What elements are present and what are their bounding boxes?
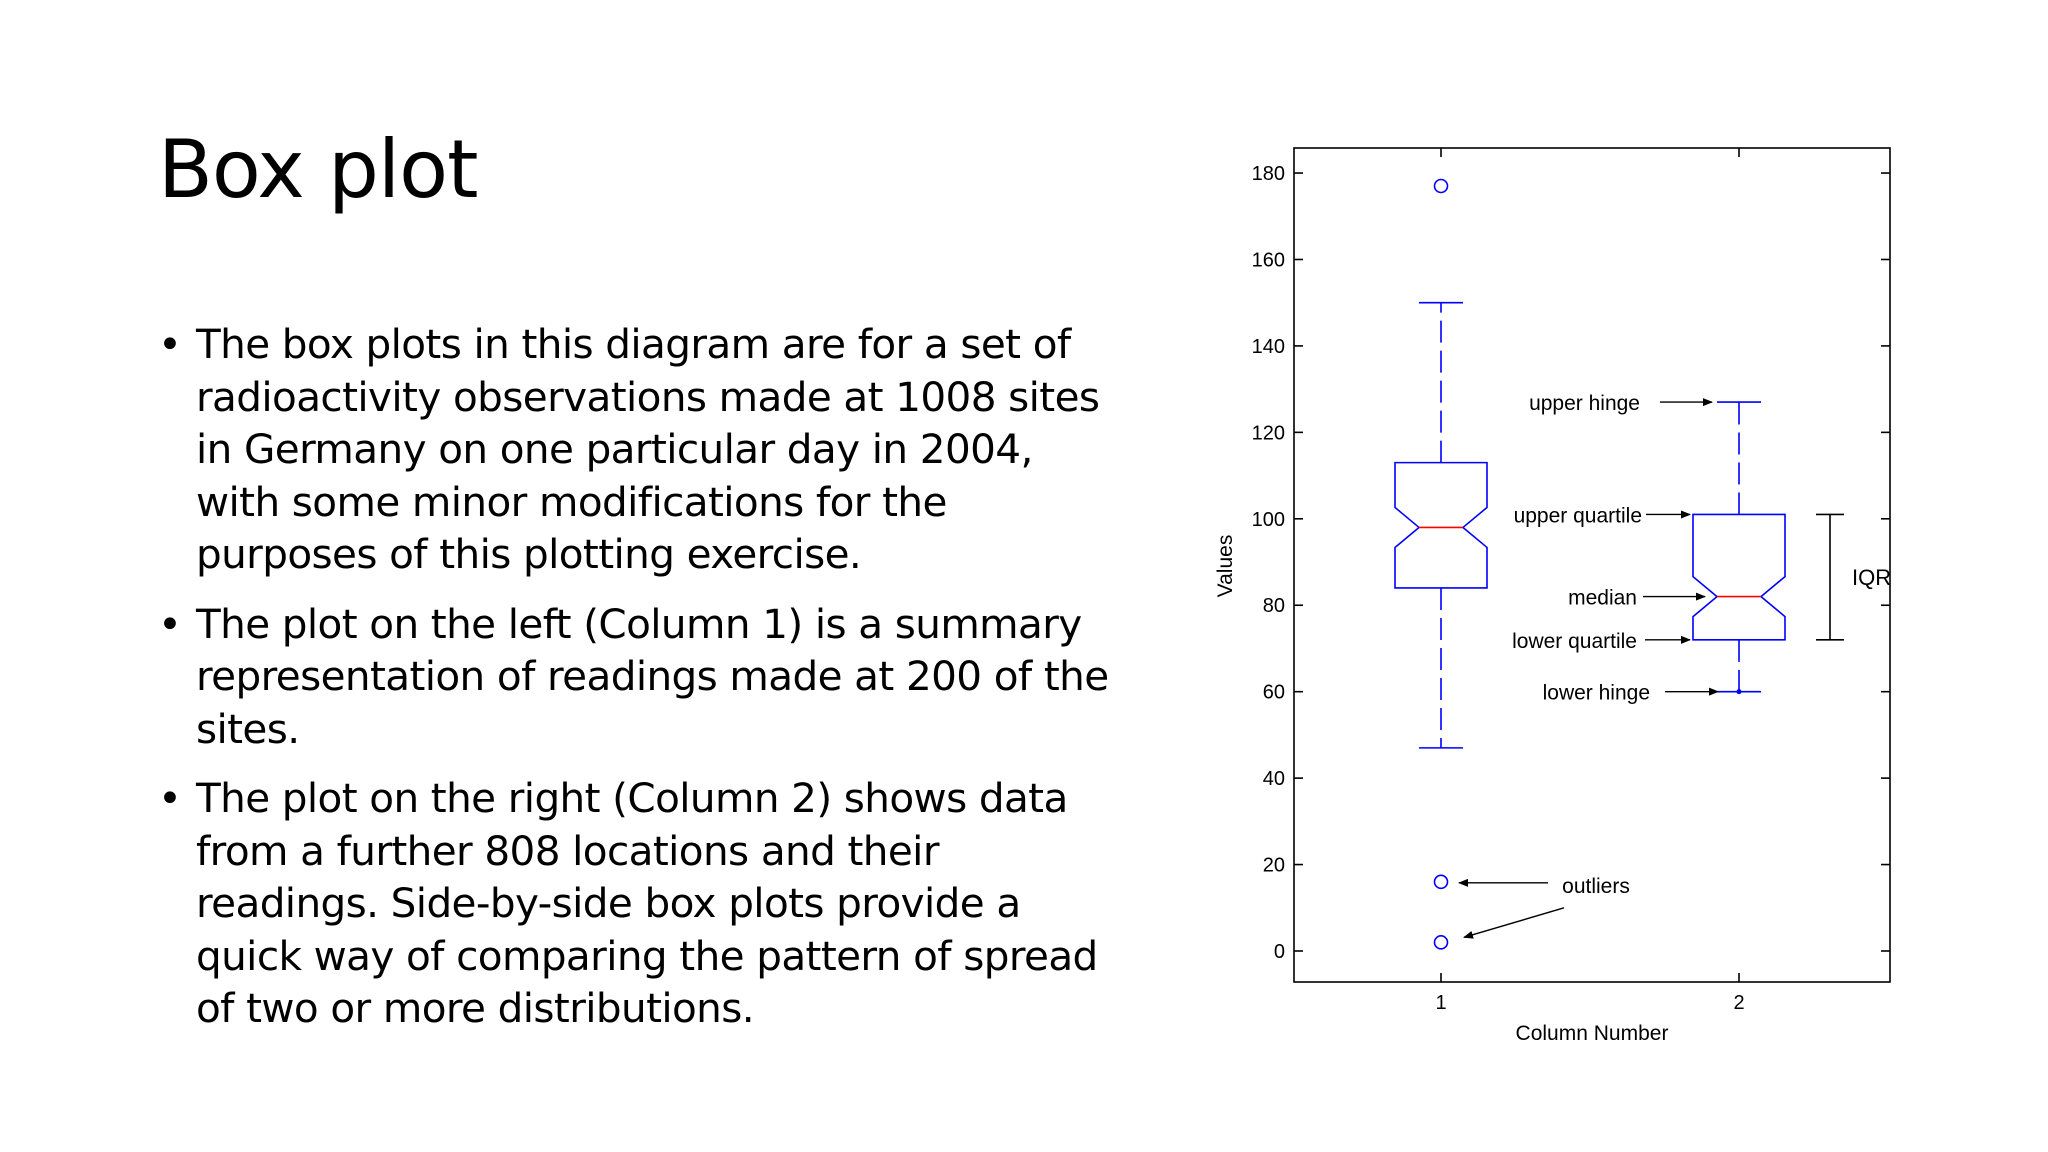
annotation-median: median [1568, 586, 1637, 610]
annotation-upper-quartile: upper quartile [1513, 504, 1642, 528]
outlier-point [1435, 875, 1448, 888]
bullet-text: The box plots in this diagram are for a set of radioactivity observations made at 1008 sites in Germany on one particular day in 2004, with some minor modifications for the purposes of this plotting exercise. [196, 320, 1100, 578]
x-tick-label: 2 [1733, 992, 1745, 1014]
y-tick-label: 80 [1262, 595, 1285, 618]
annotation-lower-hinge: lower hinge [1542, 681, 1650, 705]
box-column-2 [1693, 514, 1785, 639]
bullet-dot: • [158, 320, 182, 368]
annotation-iqr: IQR [1852, 565, 1892, 591]
annotation-lower-quartile: lower quartile [1512, 629, 1637, 653]
y-tick-label: 140 [1251, 335, 1285, 358]
annotation-upper-hinge: upper hinge [1529, 392, 1640, 416]
annotation-outliers: outliers [1562, 874, 1630, 898]
bullet-text: The plot on the right (Column 2) shows data from a further 808 locations and their readings. Side-by-side box plots provide a quick way of comparing the pattern of spread of two or more distributions. [196, 774, 1098, 1032]
y-axis-label: Values [1214, 534, 1237, 598]
y-tick-label: 0 [1273, 941, 1285, 963]
box-column-1 [1395, 463, 1487, 588]
y-tick-label: 20 [1262, 854, 1285, 877]
outlier-point [1435, 936, 1448, 949]
y-tick-label: 120 [1251, 422, 1285, 445]
bullet-text: The plot on the left (Column 1) is a summary representation of readings made at 200 of the sites. [196, 599, 1109, 753]
bullet-dot: • [158, 774, 182, 822]
x-axis-label: Column Number [1515, 1022, 1669, 1045]
slide-title: Box plot [158, 123, 478, 216]
y-tick-label: 160 [1251, 249, 1285, 272]
bullet-dot: • [158, 599, 182, 648]
plot-frame [1294, 148, 1890, 982]
outlier-point [1435, 180, 1448, 193]
lower-hinge-dot [1737, 689, 1742, 694]
y-tick-label: 60 [1262, 681, 1285, 704]
y-tick-label: 180 [1251, 163, 1285, 186]
y-tick-label: 100 [1251, 508, 1285, 531]
y-tick-label: 40 [1262, 768, 1285, 791]
arrow-outlier-2 [1464, 908, 1564, 938]
x-tick-label: 1 [1435, 992, 1447, 1014]
